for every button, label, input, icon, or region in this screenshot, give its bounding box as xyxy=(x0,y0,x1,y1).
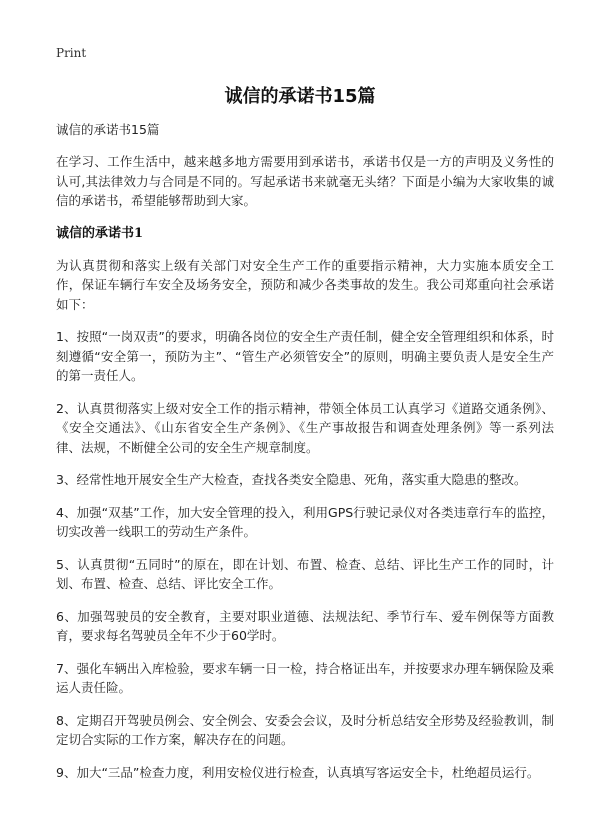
list-item: 9、加大“三品”检查力度，利用安检仪进行检查，认真填写客运安全卡，杜绝超员运行。 xyxy=(56,764,540,780)
list-item: 4、加强“双基”工作，加大安全管理的投入，利用GPS行驶记录仪对各类违章行车的监控，切实改善一线职工的劳动生产条件。 xyxy=(56,504,554,539)
section-heading: 诚信的承诺书1 xyxy=(56,225,144,241)
list-item: 7、强化车辆出入库检验，要求车辆一日一检，持合格证出车，并按要求办理车辆保险及乘运人责任险。 xyxy=(56,660,554,695)
commitment-list xyxy=(56,327,554,782)
list-item: 2、认真贯彻落实上级对安全工作的指示精神，带领全体员工认真学习《道路交通条例》、《安全交通法》、《山东省安全生产条例》、《生产事故报告和调查处理条例》等一系列法律、法规，不断健全公司的安全生产规章制度。 xyxy=(56,400,554,455)
intro-paragraph: 在学习、工作生活中，越来越多地方需要用到承诺书，承诺书仅是一方的声明及义务性的认可,其法律效力与合同是不同的。写起承诺书来就毫无头绪？下面是小编为大家收集的诚信的承诺书，希望能够帮助到大家。 xyxy=(56,154,554,208)
list-item: 6、加强驾驶员的安全教育，主要对职业道德、法规法纪、季节行车、爱车例保等方面教育，要求每名驾驶员全年不少于60学时。 xyxy=(56,608,554,643)
list-item: 5、认真贯彻“五同时”的原在，即在计划、布置、检查、总结、评比生产工作的同时，计划、布置、检查、总结、评比安全工作。 xyxy=(56,556,554,591)
list-item: 3、经常性地开展安全生产大检查，查找各类安全隐患、死角，落实重大隐患的整改。 xyxy=(56,472,527,487)
list-item: 8、定期召开驾驶员例会、安全例会、安委会会议，及时分析总结安全形势及经验教训，制定切合实际的工作方案，解决存在的问题。 xyxy=(56,712,554,747)
document-body xyxy=(56,120,554,795)
print-link[interactable]: Print xyxy=(56,46,87,60)
section-intro-paragraph: 为认真贯彻和落实上级有关部门对安全生产工作的重要指示精神，大力实施本质安全工作，保证车辆行车安全及场务安全，预防和减少各类事故的发生。我公司郑重向社会承诺如下： xyxy=(56,257,554,312)
page-title: 诚信的承诺书15篇 xyxy=(224,86,376,107)
list-item: 1、按照“一岗双责”的要求，明确各岗位的安全生产责任制，健全安全管理组织和体系，时刻遵循“安全第一，预防为主”、“管生产必须管安全”的原则，明确主要负责人是安全生产的第一责任人。 xyxy=(56,329,555,383)
document-subtitle: 诚信的承诺书15篇 xyxy=(56,122,160,137)
